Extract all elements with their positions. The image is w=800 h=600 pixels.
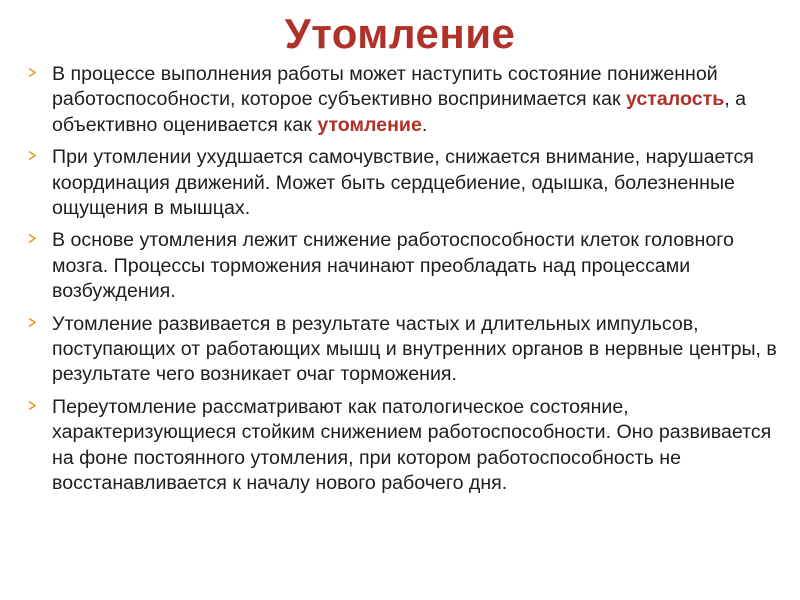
chevron-right-icon (28, 151, 36, 159)
chevron-right-icon (28, 68, 36, 76)
bullet-text-middle: , а объективно оценивается как (52, 88, 747, 136)
bullet-item (28, 228, 780, 304)
chevron-right-icon (28, 234, 36, 242)
bullet-item (28, 395, 780, 497)
bullet-text: Переутомление рассматривают как патологическое состояние, характеризующиеся стойким снижением работоспособности. Оно развивается на фоне постоянного утомления, при котором работоспособность не восстанавливается к началу нового рабочего дня. (52, 395, 772, 495)
highlight-fatigue-subjective: усталость (626, 88, 725, 111)
bullet-list (28, 62, 780, 504)
bullet-text: Утомление развивается в результате частых и длительных импульсов, поступающих от работающих мышц и внутренних органов в нервные центры, в результате чего возникает очаг торможения. (52, 312, 777, 386)
bullet-item (28, 145, 780, 221)
bullet-text-before: В процессе выполнения работы может наступить состояние пониженной работоспособности, которое субъективно воспринимается как (52, 63, 718, 111)
highlight-fatigue-objective: утомление (317, 113, 422, 136)
chevron-right-icon (28, 318, 36, 326)
bullet-text: В основе утомления лежит снижение работоспособности клеток головного мозга. Процессы торможения начинают преобладать над процессами возбуждения. (52, 229, 734, 303)
slide-title: Утомление (284, 10, 516, 57)
chevron-right-icon (28, 401, 36, 409)
bullet-item (28, 312, 780, 388)
bullet-text-after: . (421, 113, 428, 136)
bullet-item (28, 62, 780, 138)
bullet-text: При утомлении ухудшается самочувствие, снижается внимание, нарушается координация движений. Может быть сердцебиение, одышка, болезненные ощущения в мышцах. (52, 146, 754, 220)
